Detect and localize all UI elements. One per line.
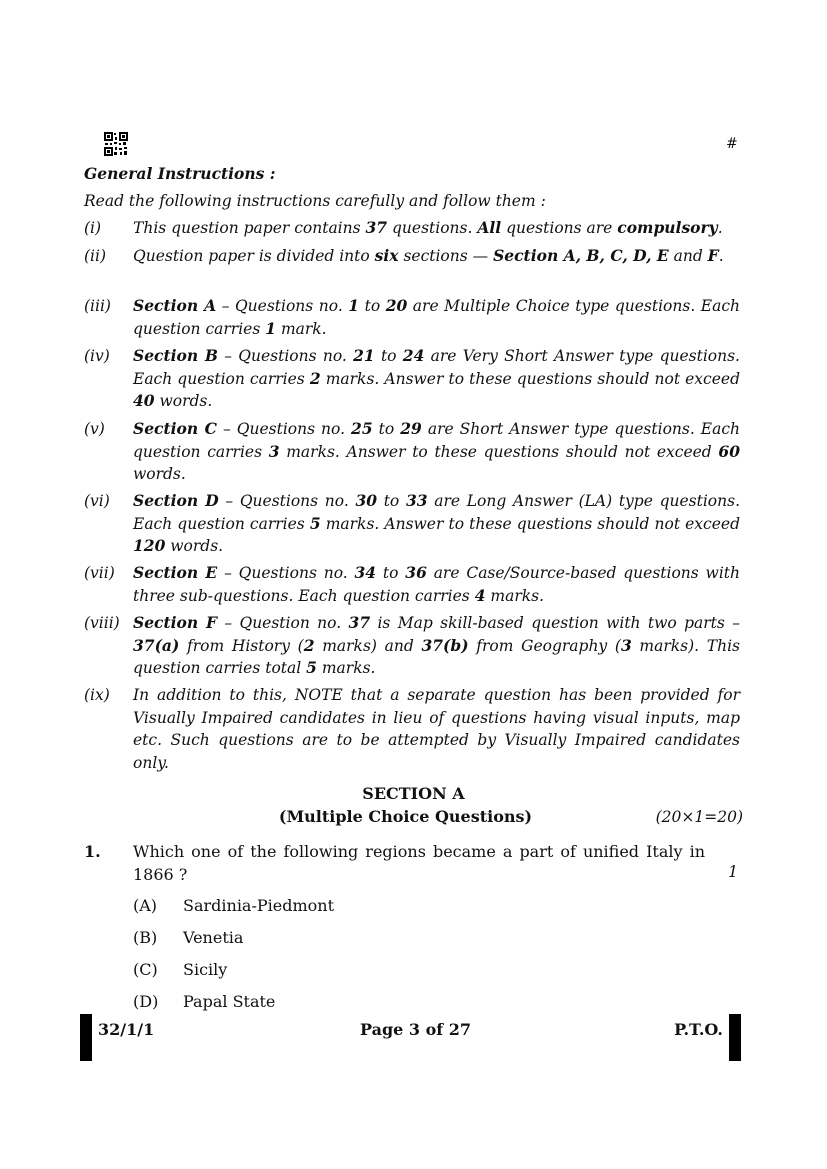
instruction-emphasis: 37 <box>365 218 388 237</box>
instruction-number: (vii) <box>84 564 115 582</box>
section-subtitle: (Multiple Choice Questions) <box>278 807 533 826</box>
instruction-segment: are Multiple Choice type questions. Each question carries <box>133 297 740 338</box>
instruction-segment: In addition to this, NOTE that a separate question has been provided for Visually Impaired candidates in lieu of questions having visual inputs, map etc. Such questions are to be attempted by Visually Impaired candidates only. <box>133 686 740 772</box>
instruction-text <box>133 684 740 774</box>
qr-code-icon <box>104 132 128 156</box>
instruction-emphasis: 37(b) <box>421 635 469 655</box>
instruction-segment: to <box>374 347 403 365</box>
question-marks: 1 <box>728 863 738 881</box>
instruction-emphasis: Section C <box>133 419 217 438</box>
instruction-item <box>84 562 740 607</box>
option-d <box>133 992 275 1011</box>
option-b <box>133 928 243 947</box>
instruction-segment: This question paper contains <box>133 219 366 237</box>
instruction-segment: words. <box>133 465 186 483</box>
instruction-text <box>133 217 740 240</box>
instruction-emphasis: 30 <box>355 491 378 510</box>
instruction-segment: marks) and <box>314 636 422 655</box>
instruction-number: (ix) <box>84 686 110 704</box>
instruction-emphasis: 120 <box>133 536 166 555</box>
instruction-segment: to <box>372 420 401 438</box>
instruction-segment: – Questions no. <box>217 564 355 582</box>
instruction-segment: – Questions no. <box>218 347 354 365</box>
instruction-emphasis: Section B <box>133 346 218 365</box>
instruction-number: (iii) <box>84 297 111 315</box>
instruction-segment: to <box>359 297 386 315</box>
instruction-segment: questions. <box>387 219 478 237</box>
instruction-emphasis: 25 <box>351 419 373 438</box>
instruction-emphasis: F <box>707 246 719 265</box>
instruction-emphasis: six <box>374 246 399 265</box>
question-number: 1. <box>84 842 101 861</box>
instruction-emphasis: 1 <box>265 318 277 338</box>
instruction-emphasis: Section A <box>133 296 217 315</box>
instruction-segment: to <box>376 564 406 582</box>
instruction-emphasis: All <box>477 218 502 237</box>
instruction-emphasis: 3 <box>620 635 632 655</box>
instruction-segment: . <box>717 219 723 237</box>
instruction-number: (v) <box>84 420 105 438</box>
pto-label: P.T.O. <box>674 1020 723 1039</box>
instructions-intro: Read the following instructions carefully and follow them : <box>84 192 546 210</box>
instruction-segment: marks. Answer to these questions should not exceed <box>320 369 740 388</box>
instruction-segment: – Questions no. <box>216 297 349 315</box>
option-text: Sardinia-Piedmont <box>183 896 335 915</box>
option-text: Papal State <box>183 992 276 1011</box>
instruction-emphasis: Section E <box>133 563 218 582</box>
instruction-emphasis: 29 <box>400 419 422 438</box>
instruction-item <box>84 217 740 240</box>
instruction-item <box>84 684 740 774</box>
instruction-emphasis: Section A, B, C, D, E <box>493 246 669 265</box>
instruction-item <box>84 418 740 486</box>
instruction-item <box>84 245 740 268</box>
option-label: (C) <box>133 960 158 979</box>
option-text: Venetia <box>183 928 244 947</box>
instruction-segment: are Short Answer type questions. Each question carries <box>133 420 741 461</box>
instruction-segment: are Case/Source-based questions with three sub-questions. Each question carries <box>133 564 740 605</box>
instruction-text <box>133 490 740 558</box>
instruction-segment: marks). This question carries total <box>133 636 741 677</box>
option-a <box>133 896 334 915</box>
instruction-emphasis: 2 <box>303 635 315 655</box>
instruction-emphasis: 24 <box>402 346 425 365</box>
instruction-emphasis: 1 <box>348 296 360 315</box>
option-label: (A) <box>133 896 158 915</box>
instruction-number: (iv) <box>84 347 110 365</box>
hash-mark: # <box>726 136 738 152</box>
instruction-text <box>133 245 740 268</box>
instruction-number: (viii) <box>84 614 120 632</box>
instruction-segment: and <box>668 247 708 265</box>
instruction-emphasis: 5 <box>309 513 321 533</box>
instruction-segment: – Question no. <box>217 614 349 632</box>
option-c <box>133 960 227 979</box>
instruction-segment: – Questions no. <box>216 420 352 438</box>
instruction-emphasis: 36 <box>405 563 427 582</box>
instruction-segment: marks. <box>316 659 376 677</box>
instruction-emphasis: Section F <box>133 613 217 632</box>
instruction-segment: questions are <box>501 219 618 237</box>
instruction-emphasis: 34 <box>354 563 377 582</box>
instruction-emphasis: 37 <box>348 613 371 632</box>
instruction-segment: from Geography ( <box>468 636 621 655</box>
instruction-emphasis: Section D <box>133 491 219 510</box>
instruction-segment: marks. Answer to these questions should not exceed <box>320 514 740 533</box>
instruction-segment: marks. <box>485 586 545 605</box>
page-number: Page 3 of 27 <box>360 1020 471 1039</box>
instruction-segment: is Map skill-based question with two parts – <box>370 614 740 632</box>
instruction-emphasis: 20 <box>385 296 408 315</box>
instruction-segment: are Very Short Answer type questions. Each question carries <box>133 347 740 388</box>
instruction-segment: words. <box>154 392 213 410</box>
instruction-emphasis: 2 <box>309 368 321 388</box>
instruction-emphasis: 3 <box>268 441 280 461</box>
instruction-text <box>133 345 740 413</box>
section-title: SECTION A <box>362 784 465 803</box>
instruction-segment: are Long Answer (LA) type questions. Each question carries <box>133 492 740 533</box>
instruction-segment: . <box>718 247 724 265</box>
instruction-segment: – Questions no. <box>218 492 356 510</box>
instruction-number: (ii) <box>84 247 107 265</box>
instruction-segment: sections — <box>398 247 494 265</box>
instruction-number: (i) <box>84 219 102 237</box>
instruction-emphasis: 21 <box>353 346 375 365</box>
instruction-text <box>133 295 740 340</box>
instruction-emphasis: 37(a) <box>133 635 180 655</box>
general-instructions-heading: General Instructions : <box>84 164 276 183</box>
option-label: (B) <box>133 928 158 947</box>
instruction-text <box>133 612 740 680</box>
question-text: Which one of the following regions became a part of unified Italy in 1866 ? <box>133 842 705 884</box>
paper-code: 32/1/1 <box>98 1020 155 1039</box>
instruction-number: (vi) <box>84 492 110 510</box>
instruction-emphasis: 60 <box>718 441 740 461</box>
instruction-segment: marks. Answer to these questions should not exceed <box>279 442 719 461</box>
instruction-emphasis: 4 <box>474 585 486 605</box>
instruction-segment: mark. <box>276 319 327 338</box>
instruction-item <box>84 295 740 340</box>
instruction-segment: to <box>377 492 406 510</box>
option-text: Sicily <box>183 960 228 979</box>
option-label: (D) <box>133 992 159 1011</box>
instruction-emphasis: 33 <box>405 491 428 510</box>
instruction-emphasis: 5 <box>306 658 317 677</box>
instruction-segment: Question paper is divided into <box>133 247 375 265</box>
instruction-emphasis: 40 <box>133 391 155 410</box>
instruction-segment: from History ( <box>179 636 304 655</box>
instruction-item <box>84 490 740 558</box>
instruction-text <box>133 418 740 486</box>
instruction-segment: words. <box>165 537 224 555</box>
instruction-text <box>133 562 740 607</box>
instruction-emphasis: compulsory <box>617 218 718 237</box>
instruction-item <box>84 612 740 680</box>
section-marks: (20×1=20) <box>655 808 743 826</box>
instruction-item <box>84 345 740 413</box>
